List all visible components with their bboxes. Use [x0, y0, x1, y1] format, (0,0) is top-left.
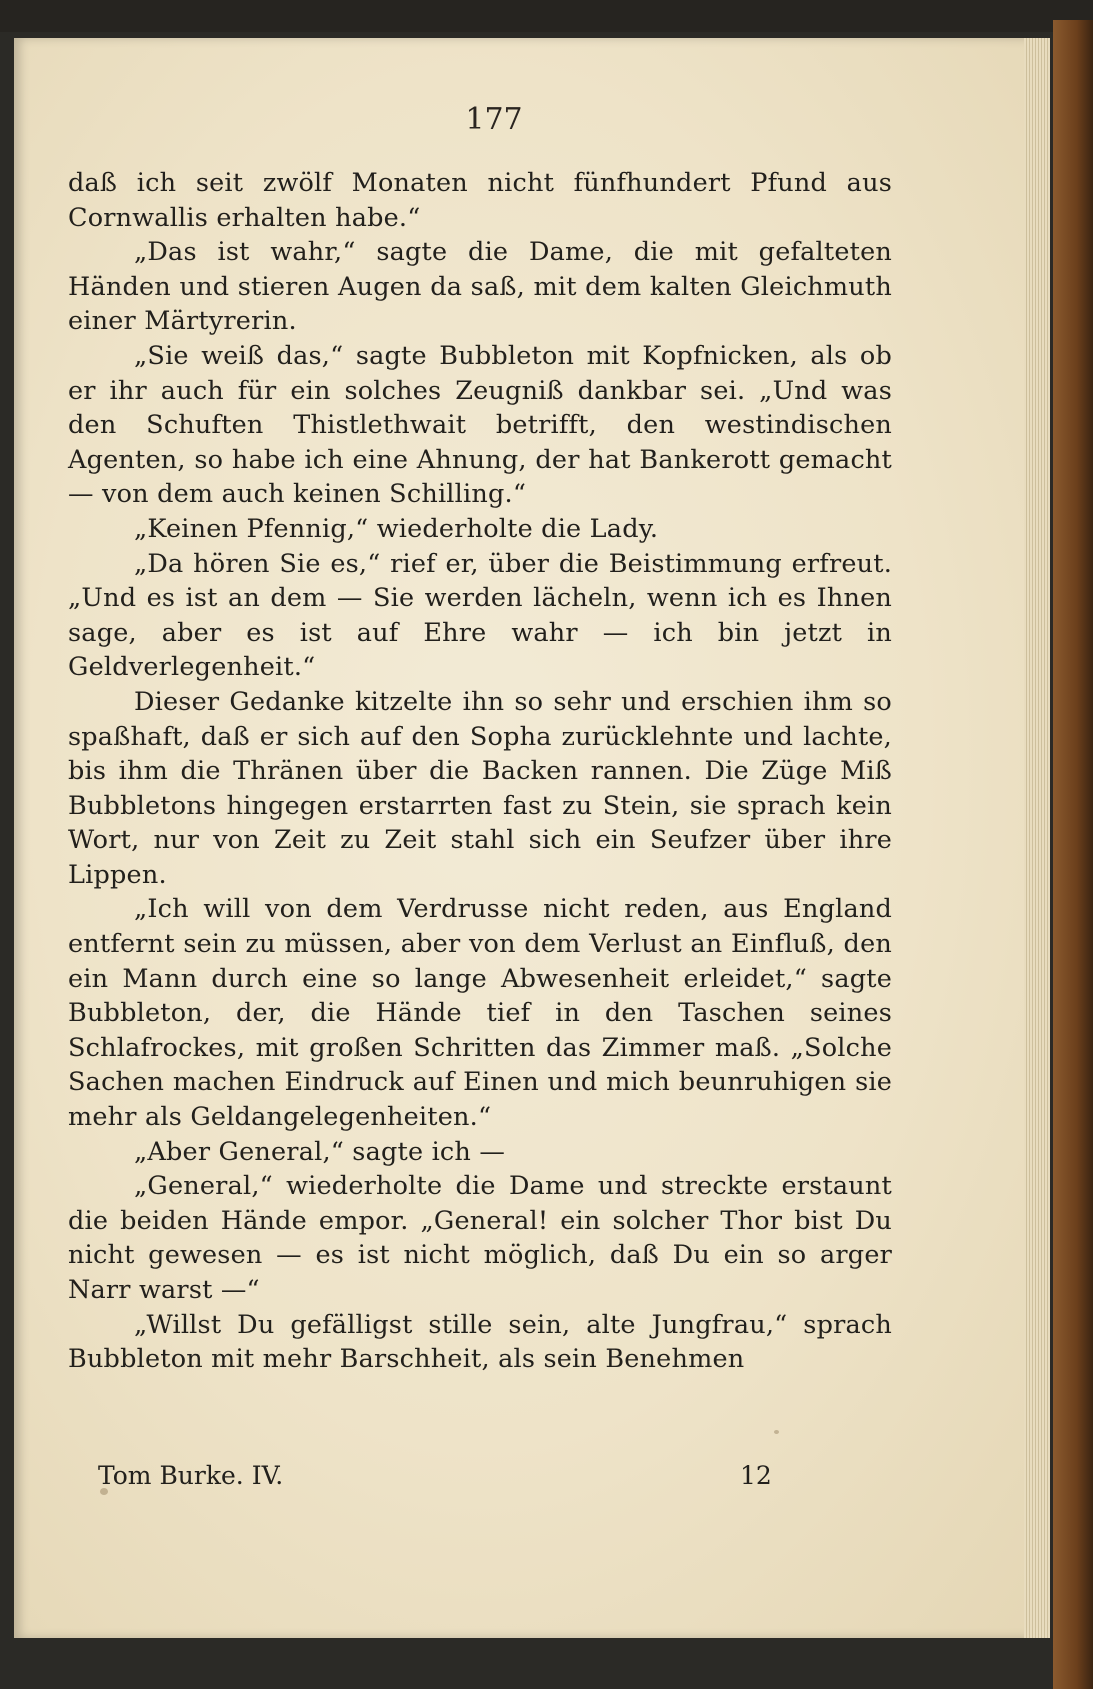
paragraph: daß ich seit zwölf Monaten nicht fünfhundert Pfund aus Cornwallis erhalten habe.“ — [68, 168, 892, 233]
paragraph: „Ich will von dem Verdrusse nicht reden, aus England entfernt sein zu müssen, aber von dem Verlust an Einfluß, den ein Mann durch eine so lange Abwesenheit erleidet,“ sagte Bubbleton, der, die Hände tief in den Taschen seines Schlafrockes, mit großen Schritten das Zimmer maß. „Solche Sachen machen Eindruck auf Einen und mich beunruhigen sie mehr als Geldangelegenheiten.“ — [68, 894, 892, 1133]
paper-stain — [774, 1430, 779, 1434]
book-cover-edge — [1053, 20, 1093, 1689]
page-stack-edge — [1024, 38, 1050, 1638]
paragraph: „Da hören Sie es,“ rief er, über die Beistimmung erfreut. „Und es ist an dem — Sie werden lächeln, wenn ich es Ihnen sage, aber es ist auf Ehre wahr — ich bin jetzt in Geldverlegenheit.“ — [68, 548, 892, 683]
paragraph: „Sie weiß das,“ sagte Bubbleton mit Kopfnicken, als ob er ihr auch für ein solches Zeugniß dankbar sei. „Und was den Schuften Thistlethwait betrifft, den westindischen Agenten, so habe ich eine Ahnung, der hat Bankerott gemacht — von dem auch keinen Schilling.“ — [68, 340, 892, 510]
paragraph: „Willst Du gefälligst stille sein, alte Jungfrau,“ sprach Bubbleton mit mehr Barschheit, als sein Benehmen — [68, 1309, 892, 1375]
page-number: 177 — [465, 102, 523, 137]
book-cover-top — [0, 0, 1093, 32]
signature-mark: Tom Burke. IV. — [98, 1461, 284, 1490]
sheet-number: 12 — [740, 1461, 772, 1490]
paragraph: Dieser Gedanke kitzelte ihn so sehr und erschien ihm so spaßhaft, daß er sich auf den Sopha zurücklehnte und lachte, bis ihm die Thränen über die Backen rannen. Die Züge Miß Bubbletons hingegen erstarrten fast zu Stein, sie sprach kein Wort, nur von Zeit zu Zeit stahl sich ein Seufzer über ihre Lippen. — [68, 686, 892, 890]
paragraph: „General,“ wiederholte die Dame und streckte erstaunt die beiden Hände empor. „General! ein solcher Thor bist Du nicht gewesen — es ist nicht möglich, daß Du ein so arger Narr warst —“ — [68, 1171, 892, 1305]
paper-stain — [100, 1488, 108, 1495]
book-page — [14, 38, 1050, 1638]
body-text — [68, 166, 892, 1377]
paragraph: „Das ist wahr,“ sagte die Dame, die mit gefalteten Händen und stieren Augen da saß, mit dem kalten Gleichmuth einer Märtyrerin. — [68, 237, 892, 337]
paragraph: „Keinen Pfennig,“ wiederholte die Lady. — [134, 513, 659, 544]
paragraph: „Aber General,“ sagte ich — — [134, 1136, 506, 1167]
